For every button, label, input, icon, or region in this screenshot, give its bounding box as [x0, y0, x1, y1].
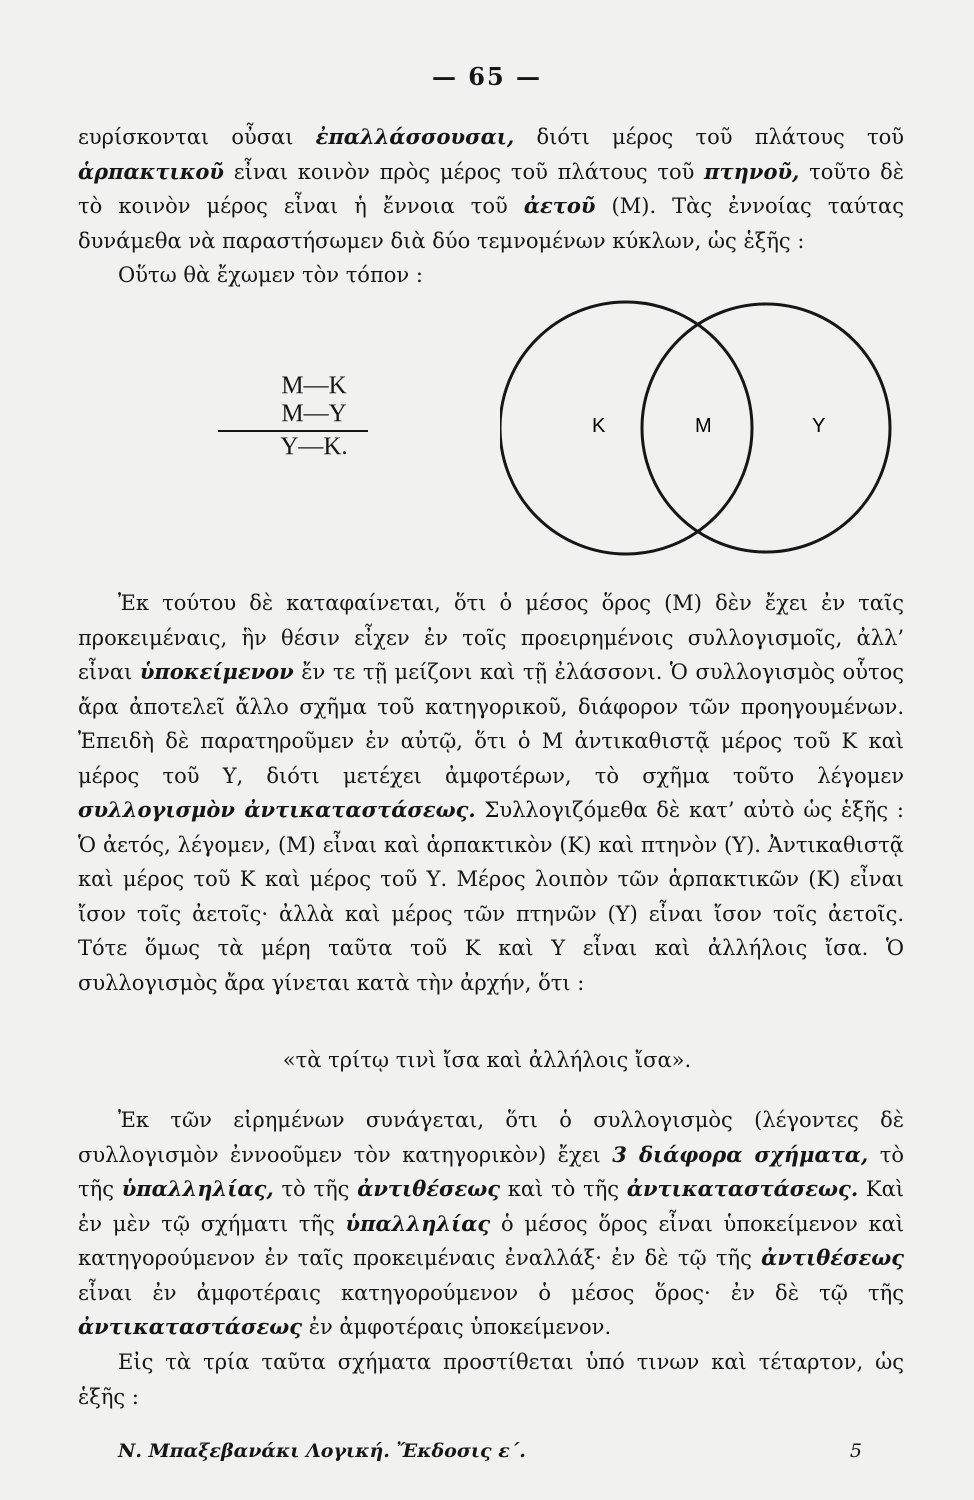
emphasized-term: ἀντιθέσεως	[357, 1176, 501, 1201]
emphasized-term: ἐπαλλάσσουσαι,	[315, 124, 515, 149]
emphasized-term: ἀντικαταστάσεως.	[626, 1176, 859, 1201]
paragraph-3	[78, 586, 904, 1000]
text-run: Συλλογιζόμεθα δὲ κατ’ αὐτὸ ὡς ἑξῆς : Ὁ ἀετός, λέγομεν, (Μ) εἶναι καὶ ἁρπακτικὸν (Κ) καὶ πτηνὸν (Υ). Ἀντικαθιστᾷ καὶ μέρος τοῦ Κ καὶ μέρος τοῦ Υ. Μέρος λοιπὸν τῶν ἁρπακτικῶν (Κ) εἶναι ἴσον τοῖς ἀετοῖς· ἀλλὰ καὶ μέρος τῶν πτηνῶν (Υ) εἶναι ἴσον τοῖς ἀετοῖς. Τότε ὅμως τὰ μέρη ταῦτα τοῦ Κ καὶ Υ εἶναι καὶ ἀλλήλοις ἴσα. Ὁ συλλογισμὸς ἄρα γίνεται κατὰ τὴν ἀρχήν, ὅτι :	[78, 798, 904, 995]
conclusion-rule	[218, 430, 368, 432]
emphasized-term: ἀετοῦ	[523, 193, 596, 218]
venn-label-middle: Μ	[695, 415, 712, 437]
text-run: διότι μέρος τοῦ πλάτους τοῦ	[514, 125, 904, 149]
footer-citation: Ν. Μπαξεβανάκι Λογική. Ἔκδοσις ε΄.	[118, 1440, 526, 1462]
premise-minor: Μ—Υ	[281, 400, 347, 427]
text-run: εἶναι ἐν ἀμφοτέραις κατηγορούμενον ὁ μέσος ὅρος· ἐν δὲ τῷ τῆς	[78, 1280, 904, 1305]
footer	[118, 1440, 862, 1462]
quote: «τὰ τρίτῳ τινὶ ἴσα καὶ ἀλλήλοις ἴσα».	[282, 1048, 692, 1072]
text-run: ἔν τε τῇ μείζονι καὶ τῇ ἐλάσσονι. Ὁ συλλογισμὸς οὗτος ἄρα ἀποτελεῖ ἄλλο σχῆμα τοῦ κατηγορικοῦ, διάφορον τῶν προηγουμένων. Ἐπειδὴ δὲ παρατηροῦμεν ἐν αὐτῷ, ὅτι ὁ Μ ἀντικαθιστᾷ μέρος τοῦ Κ καὶ μέρος τοῦ Υ, διότι μετέχει ἀμφοτέρων, τὸ σχῆμα τοῦτο λέγομεν	[78, 660, 904, 788]
paragraph-2: Οὕτω θὰ ἔχωμεν τὸν τόπον :	[118, 263, 423, 287]
emphasized-term: 3 διάφορα σχήματα,	[612, 1141, 869, 1167]
text-run: τοῦτο δὲ τὸ κοινὸν μέρος εἶναι ἡ ἔννοια τοῦ	[78, 159, 904, 218]
paragraph-5: Εἰς τὰ τρία ταῦτα σχήματα προστίθεται ὑπό τινων καὶ τέταρτον, ὡς ἑξῆς :	[78, 1350, 904, 1409]
text-run: (Μ). Τὰς ἐννοίας ταύτας δυνάμεθα νὰ παραστήσωμεν διὰ δύο τεμνομένων κύκλων, ὡς ἑξῆς :	[78, 194, 904, 253]
text-run: Ἐκ τούτου δὲ καταφαίνεται, ὅτι ὁ μέσος ὅρος (Μ) δὲν ἔχει ἐν ταῖς προκειμέναις, ἣν θέσιν εἶχεν ἐν τοῖς προειρημένοις συλλογισμοῖς, ἀλλ’ εἶναι	[78, 591, 904, 684]
premise-major: Μ—Κ	[281, 372, 347, 399]
text-run: τὸ τῆς	[78, 1142, 904, 1201]
emphasized-term: ὑπαλληλίας	[345, 1210, 491, 1236]
text-run: ἐν ἀμφοτέραις ὑποκείμενον.	[302, 1315, 612, 1339]
emphasized-term: ἀντικαταστάσεως	[78, 1314, 303, 1339]
paragraph-1	[78, 120, 904, 258]
emphasized-term: ὑπαλληλίας,	[121, 1176, 274, 1201]
syllogism-scheme	[258, 372, 370, 461]
page-number: — 65 —	[431, 62, 543, 91]
text-run: καὶ τὸ τῆς	[500, 1177, 627, 1201]
emphasized-term: συλλογισμὸν ἀντικαταστάσεως.	[78, 797, 476, 822]
circle-left	[500, 302, 752, 554]
text-run: Καὶ ἐν μὲν τῷ σχήματι τῆς	[78, 1177, 905, 1236]
text-run: ευρίσκονται οὖσαι	[78, 125, 316, 149]
emphasized-term: ὑποκείμενον	[139, 659, 294, 684]
text-run: Ἐκ τῶν εἰρημένων συνάγεται, ὅτι ὁ συλλογισμὸς (λέγοντες δὲ συλλογισμὸν ἐννοοῦμεν τὸν κατηγορικὸν) ἔχει	[78, 1108, 904, 1167]
signature-mark: 5	[849, 1440, 862, 1462]
text-run: εἶναι κοινὸν πρὸς μέρος τοῦ πλάτους τοῦ	[224, 159, 705, 184]
emphasized-term: πτηνοῦ,	[704, 158, 800, 184]
conclusion: Υ—Κ.	[280, 433, 348, 460]
paragraph-4	[78, 1103, 904, 1345]
circle-right	[642, 304, 890, 552]
emphasized-term: ἀντιθέσεως	[761, 1245, 904, 1270]
text-run: ὁ μέσος ὅρος εἶναι ὑποκείμενον καὶ κατηγορούμενον ἐν ταῖς προκειμέναις ἐναλλάξ· ἐν δὲ τῷ τῆς	[78, 1211, 905, 1270]
venn-diagram	[500, 292, 900, 582]
venn-label-right: Υ	[812, 415, 826, 437]
text-run: τὸ τῆς	[273, 1177, 358, 1201]
venn-label-left: Κ	[592, 415, 606, 437]
emphasized-term: ἁρπακτικοῦ	[78, 158, 225, 184]
